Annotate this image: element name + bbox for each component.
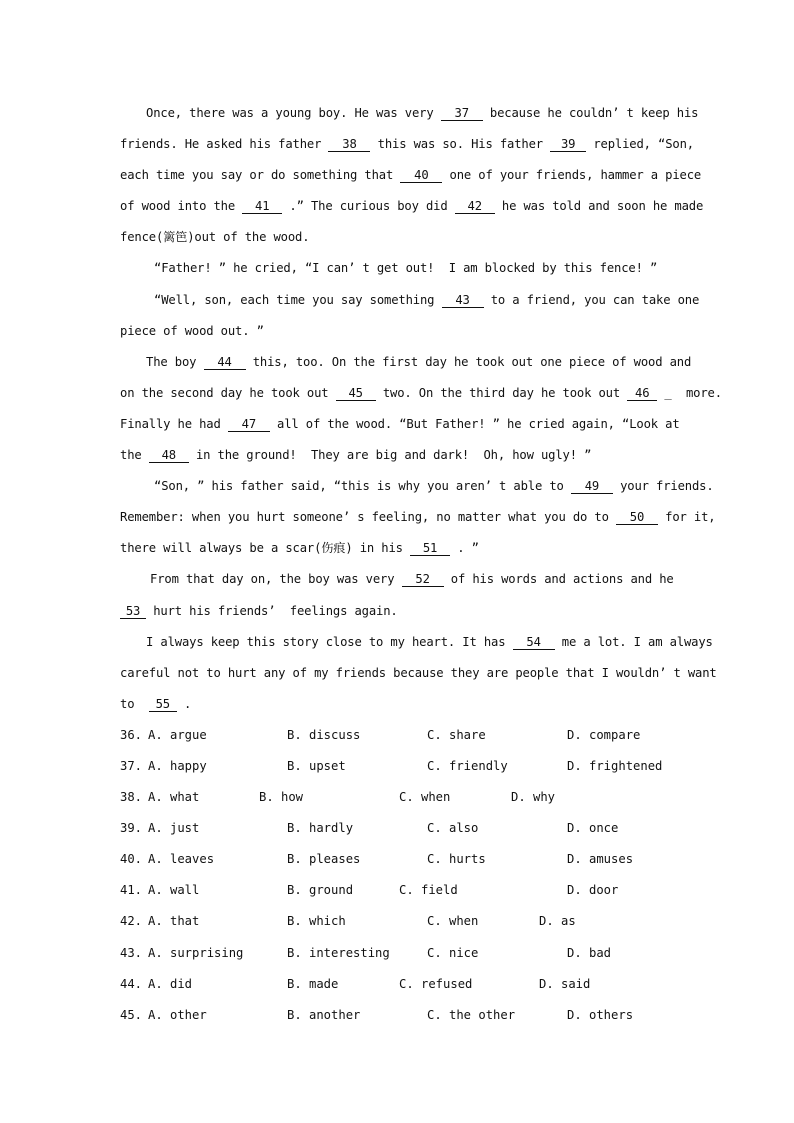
document-page: [120, 98, 722, 1031]
passage-text: he was told and soon he made: [494, 199, 704, 214]
passage-text: _ more.: [657, 385, 722, 400]
blank-52: 52: [402, 572, 444, 587]
option-d: D. as: [539, 914, 576, 929]
passage-line: [120, 409, 680, 440]
passage-line: [120, 596, 676, 627]
passage-text: The boy: [146, 354, 204, 369]
question-number: 45.: [120, 1007, 143, 1022]
option-b: B. pleases: [287, 852, 361, 867]
blank-38: 38: [328, 137, 370, 152]
question-row: [120, 1000, 676, 1031]
passage-line: [120, 658, 717, 689]
blank-44: 44: [204, 355, 246, 370]
blank-39: 39: [550, 137, 586, 152]
question-number: 41.: [120, 883, 143, 898]
passage-text: the: [120, 448, 149, 463]
blank-49: 49: [571, 479, 613, 494]
passage-text: all of the wood. “But Father! ” he cried again, “Look at: [269, 416, 680, 431]
question-row: [120, 844, 676, 875]
blank-43: 43: [442, 293, 484, 308]
passage-line: [120, 564, 676, 595]
option-c: C. refused: [399, 976, 473, 991]
blank-55: 55: [149, 697, 177, 712]
passage-text: me a lot. I am always: [554, 634, 713, 649]
passage-text: “Father! ” he cried, “I can’ t get out! I am blocked by this fence! ”: [154, 261, 658, 276]
question-row: [120, 782, 676, 813]
passage-line: [120, 160, 702, 191]
passage-line: [120, 502, 716, 533]
option-c: C. the other: [427, 1007, 516, 1022]
option-a: A. wall: [148, 883, 200, 898]
blank-50: 50: [616, 510, 658, 525]
option-b: B. hardly: [287, 821, 354, 836]
question-number: 38.: [120, 790, 143, 805]
blank-47: 47: [228, 417, 270, 432]
option-a: A. surprising: [148, 945, 244, 960]
option-d: D. bad: [567, 945, 612, 960]
option-d: D. amuses: [567, 852, 634, 867]
passage-text: piece of wood out. ”: [120, 323, 264, 338]
passage-line: [120, 129, 694, 160]
passage-line: [120, 98, 699, 129]
option-b: B. ground: [287, 883, 354, 898]
passage-line: [120, 285, 700, 316]
blank-37: 37: [441, 106, 483, 121]
passage-line: [120, 316, 676, 347]
option-d: D. others: [567, 1007, 634, 1022]
passage-text: of his words and actions and he: [443, 572, 674, 587]
passage-text: Finally he had: [120, 416, 228, 431]
passage-text: in the ground! They are big and dark! Oh, how ugly! ”: [188, 448, 592, 463]
question-row: [120, 720, 676, 751]
question-row: [120, 906, 676, 937]
passage-line: [120, 191, 704, 222]
question-row: [120, 875, 676, 906]
passage-line: [120, 440, 676, 471]
question-number: 37.: [120, 758, 143, 773]
passage-line: [120, 347, 692, 378]
option-a: A. other: [148, 1007, 207, 1022]
passage-line: [120, 689, 676, 720]
option-b: B. how: [259, 790, 304, 805]
passage-line: [120, 627, 713, 658]
passage-text: this was so. His father: [370, 137, 551, 152]
passage-line: [120, 253, 676, 284]
option-c: C. also: [427, 821, 479, 836]
option-a: A. just: [148, 821, 200, 836]
question-list: [120, 720, 676, 1031]
passage-text: your friends.: [612, 479, 714, 494]
passage-text: fence(篱笆)out of the wood.: [120, 230, 310, 245]
option-d: D. frightened: [567, 758, 663, 773]
blank-42: 42: [455, 199, 495, 214]
passage-text: for it,: [657, 510, 716, 525]
option-d: D. compare: [567, 727, 641, 742]
question-row: [120, 813, 676, 844]
passage-text: Remember: when you hurt someone’ s feeling, no matter what you do to: [120, 510, 616, 525]
option-b: B. which: [287, 914, 346, 929]
passage-text: two. On the third day he took out: [375, 385, 628, 400]
passage-text: I always keep this story close to my heart. It has: [146, 634, 513, 649]
passage-text: this, too. On the first day he took out one piece of wood and: [245, 354, 692, 369]
option-c: C. hurts: [427, 852, 486, 867]
option-c: C. when: [427, 914, 479, 929]
passage-text: to a friend, you can take one: [483, 292, 700, 307]
passage-text: of wood into the: [120, 199, 243, 214]
option-a: A. did: [148, 976, 193, 991]
passage-text: hurt his friends’ feelings again.: [146, 603, 398, 618]
blank-46: 46: [627, 386, 657, 401]
option-b: B. made: [287, 976, 339, 991]
question-row: [120, 938, 676, 969]
passage-text: one of your friends, hammer a piece: [442, 168, 702, 183]
option-c: C. friendly: [427, 758, 508, 773]
option-a: A. leaves: [148, 852, 215, 867]
option-d: D. once: [567, 821, 619, 836]
option-c: C. when: [399, 790, 451, 805]
passage-line: [120, 533, 676, 564]
blank-51: 51: [410, 541, 450, 556]
cloze-passage: [120, 98, 722, 720]
question-number: 43.: [120, 945, 143, 960]
passage-line: [120, 378, 722, 409]
question-number: 40.: [120, 852, 143, 867]
option-a: A. what: [148, 790, 200, 805]
option-a: A. that: [148, 914, 200, 929]
option-d: D. said: [539, 976, 591, 991]
passage-text: friends. He asked his father: [120, 137, 329, 152]
blank-54: 54: [513, 635, 555, 650]
blank-53: 53: [120, 604, 146, 619]
option-c: C. field: [399, 883, 458, 898]
option-b: B. interesting: [287, 945, 390, 960]
question-number: 42.: [120, 914, 143, 929]
passage-text: .” The curious boy did: [282, 199, 455, 214]
option-b: B. another: [287, 1007, 361, 1022]
option-c: C. nice: [427, 945, 479, 960]
option-a: A. argue: [148, 727, 207, 742]
option-d: D. why: [511, 790, 556, 805]
passage-text: replied, “Son,: [586, 137, 694, 152]
question-row: [120, 751, 676, 782]
passage-line: [120, 471, 714, 502]
passage-text: because he couldn’ t keep his: [482, 106, 699, 120]
question-number: 36.: [120, 727, 143, 742]
option-c: C. share: [427, 727, 486, 742]
passage-text: Once, there was a young boy. He was very: [146, 106, 441, 120]
blank-40: 40: [400, 168, 442, 183]
question-row: [120, 969, 676, 1000]
passage-text: careful not to hurt any of my friends because they are people that I wouldn’ t want: [120, 665, 717, 680]
question-number: 44.: [120, 976, 143, 991]
passage-text: From that day on, the boy was very: [150, 572, 402, 587]
option-a: A. happy: [148, 758, 207, 773]
passage-text: .: [176, 696, 192, 711]
question-number: 39.: [120, 821, 143, 836]
passage-text: on the second day he took out: [120, 385, 336, 400]
blank-45: 45: [336, 386, 376, 401]
passage-text: there will always be a scar(伤痕) in his: [120, 541, 411, 556]
blank-41: 41: [242, 199, 282, 214]
passage-line: [120, 222, 676, 253]
passage-text: each time you say or do something that: [120, 168, 401, 183]
passage-text: “Son, ” his father said, “this is why you aren’ t able to: [154, 479, 571, 494]
option-b: B. upset: [287, 758, 346, 773]
passage-text: to: [120, 696, 149, 711]
option-d: D. door: [567, 883, 619, 898]
passage-text: . ”: [450, 541, 479, 556]
passage-text: “Well, son, each time you say something: [154, 292, 442, 307]
option-b: B. discuss: [287, 727, 361, 742]
blank-48: 48: [149, 448, 189, 463]
